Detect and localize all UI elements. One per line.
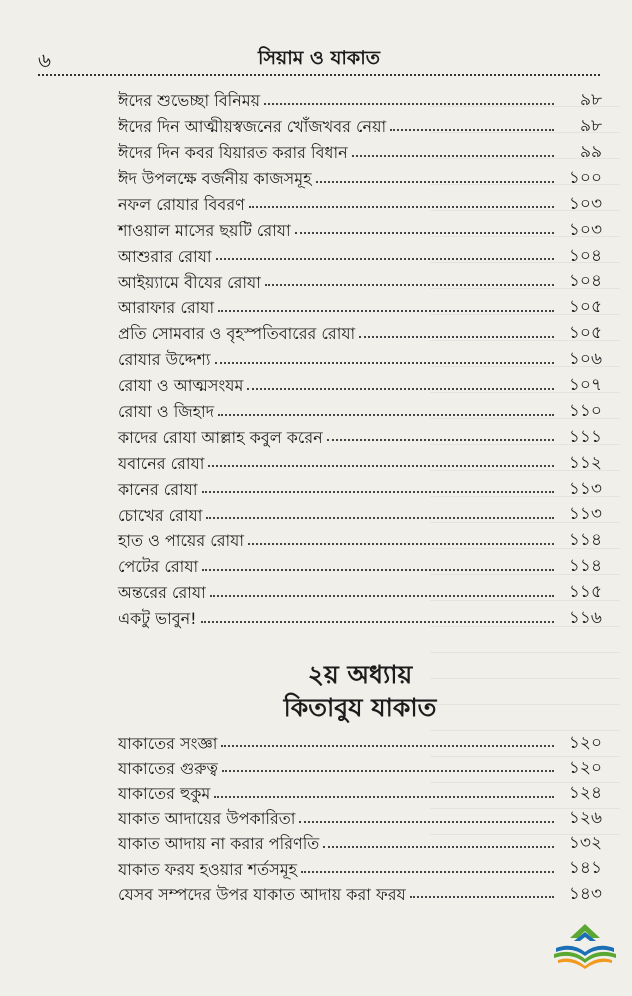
- toc-entry-title: পেটের রোযা: [118, 557, 199, 577]
- toc-entry: [118, 752, 602, 777]
- dot-leader: [301, 871, 554, 873]
- toc-entry-page: ১২০: [568, 732, 602, 753]
- toc-entry-title: একটু ভাবুন!: [118, 609, 197, 629]
- toc-entry-page: ১৪১: [568, 858, 602, 879]
- dot-leader: [299, 821, 554, 823]
- dot-leader: [208, 465, 554, 467]
- header-rule: [38, 74, 600, 76]
- toc-entry-title: যাকাতের সংজ্ঞা: [118, 733, 218, 753]
- toc-entry: [118, 213, 602, 239]
- dot-leader: [214, 796, 554, 798]
- toc-entry: [118, 265, 602, 291]
- toc-entry: [118, 395, 602, 421]
- toc-entry: [118, 472, 602, 498]
- toc-entry: [118, 498, 602, 524]
- toc-entry-title: শাওয়াল মাসের ছয়টি রোযা: [118, 220, 291, 240]
- toc-entry-title: ঈদের শুভেচ্ছা বিনিময়: [118, 91, 261, 111]
- toc-entry: [118, 524, 602, 550]
- dot-leader: [218, 310, 554, 312]
- toc-entry-page: ১১৩: [568, 504, 602, 525]
- toc-entry-title: রোযার উদ্দেশ্য: [118, 350, 211, 370]
- toc-entry: [118, 317, 602, 343]
- toc-entry-title: আরাফার রোযা: [118, 298, 215, 318]
- toc-entry-title: রোযা ও আত্মসংযম: [118, 376, 244, 396]
- dot-leader: [327, 439, 554, 441]
- dot-leader: [323, 846, 554, 848]
- toc-entry-title: নফল রোযার বিবরণ: [118, 194, 245, 214]
- dot-leader: [410, 896, 554, 898]
- toc-entry: [118, 803, 602, 828]
- dot-leader: [221, 745, 554, 747]
- toc-entry: [118, 777, 602, 802]
- toc-entry-page: ১৩২: [568, 833, 602, 854]
- toc-entry: [118, 878, 602, 903]
- toc-entry-title: কানের রোযা: [118, 479, 198, 499]
- toc-entry-page: ১০৭: [568, 375, 602, 395]
- toc-entry: [118, 239, 602, 265]
- toc-entry: [118, 550, 602, 576]
- toc-entry-page: ৯৮: [579, 90, 602, 111]
- dot-leader: [206, 517, 554, 519]
- toc-entry: [118, 576, 602, 602]
- toc-entry-page: ৯৮: [579, 116, 602, 137]
- toc-entry-page: ১০৩: [568, 219, 602, 240]
- toc-entry-page: ১১৫: [568, 582, 602, 603]
- toc-entry-title: হাত ও পায়ের রোযা: [118, 531, 245, 551]
- toc-entry-title: যাকাত ফরয হওয়ার শর্তসমূহ: [118, 859, 298, 879]
- toc-list-part-1: [118, 84, 602, 628]
- toc-entry-page: ১০৬: [568, 349, 602, 370]
- toc-list-part-2: [118, 727, 602, 903]
- dot-leader: [265, 284, 554, 286]
- toc-entry-page: ১১২: [568, 452, 602, 473]
- toc-entry-page: ১০০: [568, 167, 602, 188]
- chapter-number: ২য় অধ্যায়: [307, 660, 413, 689]
- toc-entry-title: যাকাত আদায় না করার পরিণতি: [118, 834, 320, 854]
- dot-leader: [215, 362, 554, 364]
- toc-entry-page: ১১৬: [568, 608, 602, 629]
- toc-entry: [118, 421, 602, 447]
- dot-leader: [248, 543, 554, 545]
- toc-entry: [118, 291, 602, 317]
- toc-entry-page: ১১৩: [568, 478, 602, 499]
- toc-entry-title: চোখের রোযা: [118, 505, 203, 525]
- dot-leader: [202, 491, 555, 493]
- dot-leader: [201, 621, 554, 623]
- toc-entry-page: ১১০: [568, 400, 602, 421]
- dot-leader: [249, 206, 554, 208]
- toc-entry: [118, 446, 602, 472]
- toc-entry-title: ঈদের দিন কবর যিয়ারত করার বিধান: [118, 143, 348, 163]
- toc-entry-page: ১২০: [568, 757, 602, 778]
- dot-leader: [222, 770, 554, 772]
- toc-entry: [118, 828, 602, 853]
- dot-leader: [352, 155, 554, 157]
- page-number: ৬: [38, 48, 52, 72]
- toc-entry-title: যাকাত আদায়ের উপকারিতা: [118, 809, 296, 829]
- dot-leader: [264, 103, 554, 105]
- toc-entry: [118, 369, 602, 395]
- toc-entry-title: যাকাতের হুকুম: [118, 783, 211, 803]
- dot-leader: [390, 129, 554, 131]
- toc-entry: [118, 110, 602, 136]
- toc-entry-page: ১০৪: [568, 245, 602, 266]
- toc-entry-title: রোযা ও জিহাদ: [118, 401, 215, 421]
- toc-entry: [118, 727, 602, 752]
- toc-entry-title: ঈদ উপলক্ষে বর্জনীয় কাজসমূহ: [118, 168, 312, 188]
- toc-entry: [118, 602, 602, 628]
- toc-entry-title: কাদের রোযা আল্লাহ কবুল করেন: [118, 427, 323, 447]
- toc-entry: [118, 136, 602, 162]
- dot-leader: [202, 569, 554, 571]
- toc-entry-page: ১১১: [568, 426, 602, 447]
- toc-entry-title: যাকাতের গুরুত্ব: [118, 758, 218, 778]
- toc-entry-page: ১১৪: [568, 530, 602, 551]
- toc-entry: [118, 84, 602, 110]
- toc-entry-page: ১২৬: [568, 808, 602, 829]
- page-header: [38, 44, 600, 72]
- publisher-logo-icon: [552, 922, 618, 970]
- toc-entry-page: ১০৩: [568, 193, 602, 214]
- dot-leader: [216, 258, 554, 260]
- toc-entry-title: আইয়্যামে বীযের রোযা: [118, 272, 261, 292]
- toc-entry-page: ১০৫: [568, 297, 602, 318]
- toc-entry-title: প্রতি সোমবার ও বৃহস্পতিবারের রোযা: [118, 324, 356, 344]
- dot-leader: [359, 336, 554, 338]
- dot-leader: [210, 595, 554, 597]
- toc-entry: [118, 343, 602, 369]
- toc-entry: [118, 188, 602, 214]
- toc-entry: [118, 853, 602, 878]
- toc-entry-page: ৯৯: [579, 141, 602, 162]
- toc-entry-page: ১০৫: [568, 323, 602, 344]
- dot-leader: [316, 181, 554, 183]
- toc-entry-title: ঈদের দিন আত্মীয়স্বজনের খোঁজখবর নেয়া: [118, 117, 387, 137]
- chapter-title: কিতাবুয যাকাত: [283, 693, 437, 722]
- toc-entry-page: ১১৪: [568, 556, 602, 577]
- toc-entry-page: ১৪৩: [568, 883, 602, 904]
- toc-entry-title: আশুরার রোযা: [118, 246, 212, 266]
- toc-entry-page: ১০৪: [568, 271, 602, 292]
- toc-entry-title: যবানের রোযা: [118, 453, 205, 473]
- dot-leader: [247, 388, 554, 390]
- toc-entry-page: ১২৪: [568, 782, 602, 803]
- dot-leader: [295, 232, 554, 234]
- toc-entry-title: অন্তরের রোযা: [118, 583, 206, 603]
- toc-entry-title: যেসব সম্পদের উপর যাকাত আদায় করা ফরয: [118, 884, 406, 904]
- dot-leader: [218, 414, 554, 416]
- toc-entry: [118, 162, 602, 188]
- book-title: সিয়াম ও যাকাত: [258, 47, 380, 69]
